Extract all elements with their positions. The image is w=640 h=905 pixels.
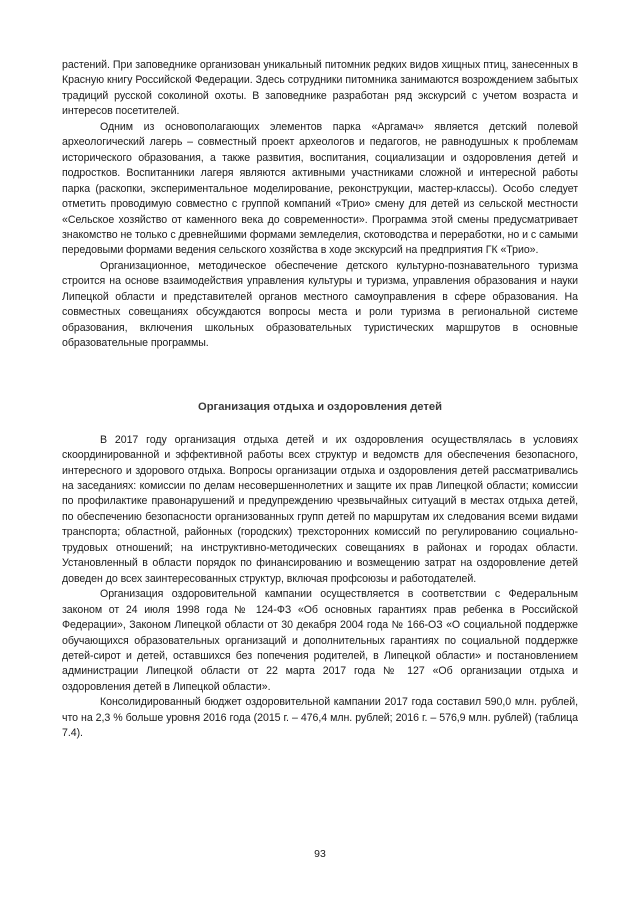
paragraph-tourism-support: Организационное, методическое обеспечение детского культурно-познавательного туризма строится на основе взаимодействия управления культуры и туризма, управления образования и науки Липецкой области и представителей органов местного самоуправления в сфере образования. На совместных совещаниях обсуждаются вопросы места и роли туризма в региональной системе образования, включения школьных образовательных туристических маршрутов в основные образовательные программы. — [62, 259, 578, 350]
paragraph-argamach-camp: Одним из основополагающих элементов парка «Аргамач» является детский полевой археологический лагерь – совместный проект археологов и педагогов, не равнодушных к проблемам исторического образования, а также развития, воспитания, социализации и оздоровления детей и подростков. Воспитанники лагеря являются активными участниками сложной и интересной работы парка (раскопки, экспериментальное моделирование, реконструкции, мастер-классы). Особо следует отметить проводимую совместно с группой компаний «Трио» смену для детей из сельской местности «Сельское хозяйство от каменного века до современности». Программа этой смены предусматривает знакомство не только с древнейшими формами земледелия, скотоводства и переработки, но и с самыми передовыми формами ведения сельского хозяйства в ходе экскурсий на предприятия ГК «Трио». — [62, 120, 578, 257]
page-number: 93 — [314, 848, 326, 860]
page-content — [62, 58, 578, 742]
section-heading: Организация отдыха и оздоровления детей — [198, 400, 442, 413]
paragraph-budget: Консолидированный бюджет оздоровительной кампании 2017 года составил 590,0 млн. рублей, что на 2,3 % больше уровня 2016 года (2015 г. – 476,4 млн. рублей; 2016 г. – 576,9 млн. рублей) (таблица 7.4). — [62, 696, 578, 740]
paragraph-reserve-nursery: растений. При заповеднике организован уникальный питомник редких видов хищных птиц, занесенных в Красную книгу Российской Федерации. Здесь сотрудники питомника занимаются возрождением забытых традиций русской соколиной охоты. В заповеднике разработан ряд экскурсий с учетом возраста и интересов посетителей. — [62, 59, 578, 118]
paragraph-recreation-2017: В 2017 году организация отдыха детей и их оздоровления осуществлялась в условиях скоординированной и эффективной работы всех структур и ведомств для обеспечения безопасного, интересного и здорового отдыха. Вопросы организации отдыха и оздоровления детей рассматривались на заседаниях: комиссии по делам несовершеннолетних и защите их прав Липецкой области; комиссии по профилактике правонарушений и предупреждению чрезвычайных ситуаций в местах отдыха детей, по обеспечению безопасности организованных групп детей по маршрутам их следования всеми видами транспорта; областной, районных (городских) трехсторонних комиссий по регулированию социально-трудовых отношений; на инструктивно-методических совещаниях в районах и городах области. Установленный в области порядок по финансированию и возмещению затрат на оздоровление детей доведен до всех заинтересованных структур, включая профсоюзы и работодателей. — [62, 433, 578, 585]
paragraph-legal-basis: Организация оздоровительной кампании осуществляется в соответствии с Федеральным законом от 24 июля 1998 года № 124-ФЗ «Об основных гарантиях прав ребенка в Российской Федерации», Законом Липецкой области от 30 декабря 2004 года № 166-ОЗ «О социальной поддержке обучающихся образовательных организаций и дополнительных гарантиях по социальной поддержке детей-сирот и детей, оставшихся без попечения родителей, в Липецкой области» и постановлением администрации Липецкой области от 22 марта 2017 года № 127 «Об организации отдыха и оздоровления детей в Липецкой области». — [62, 588, 578, 693]
